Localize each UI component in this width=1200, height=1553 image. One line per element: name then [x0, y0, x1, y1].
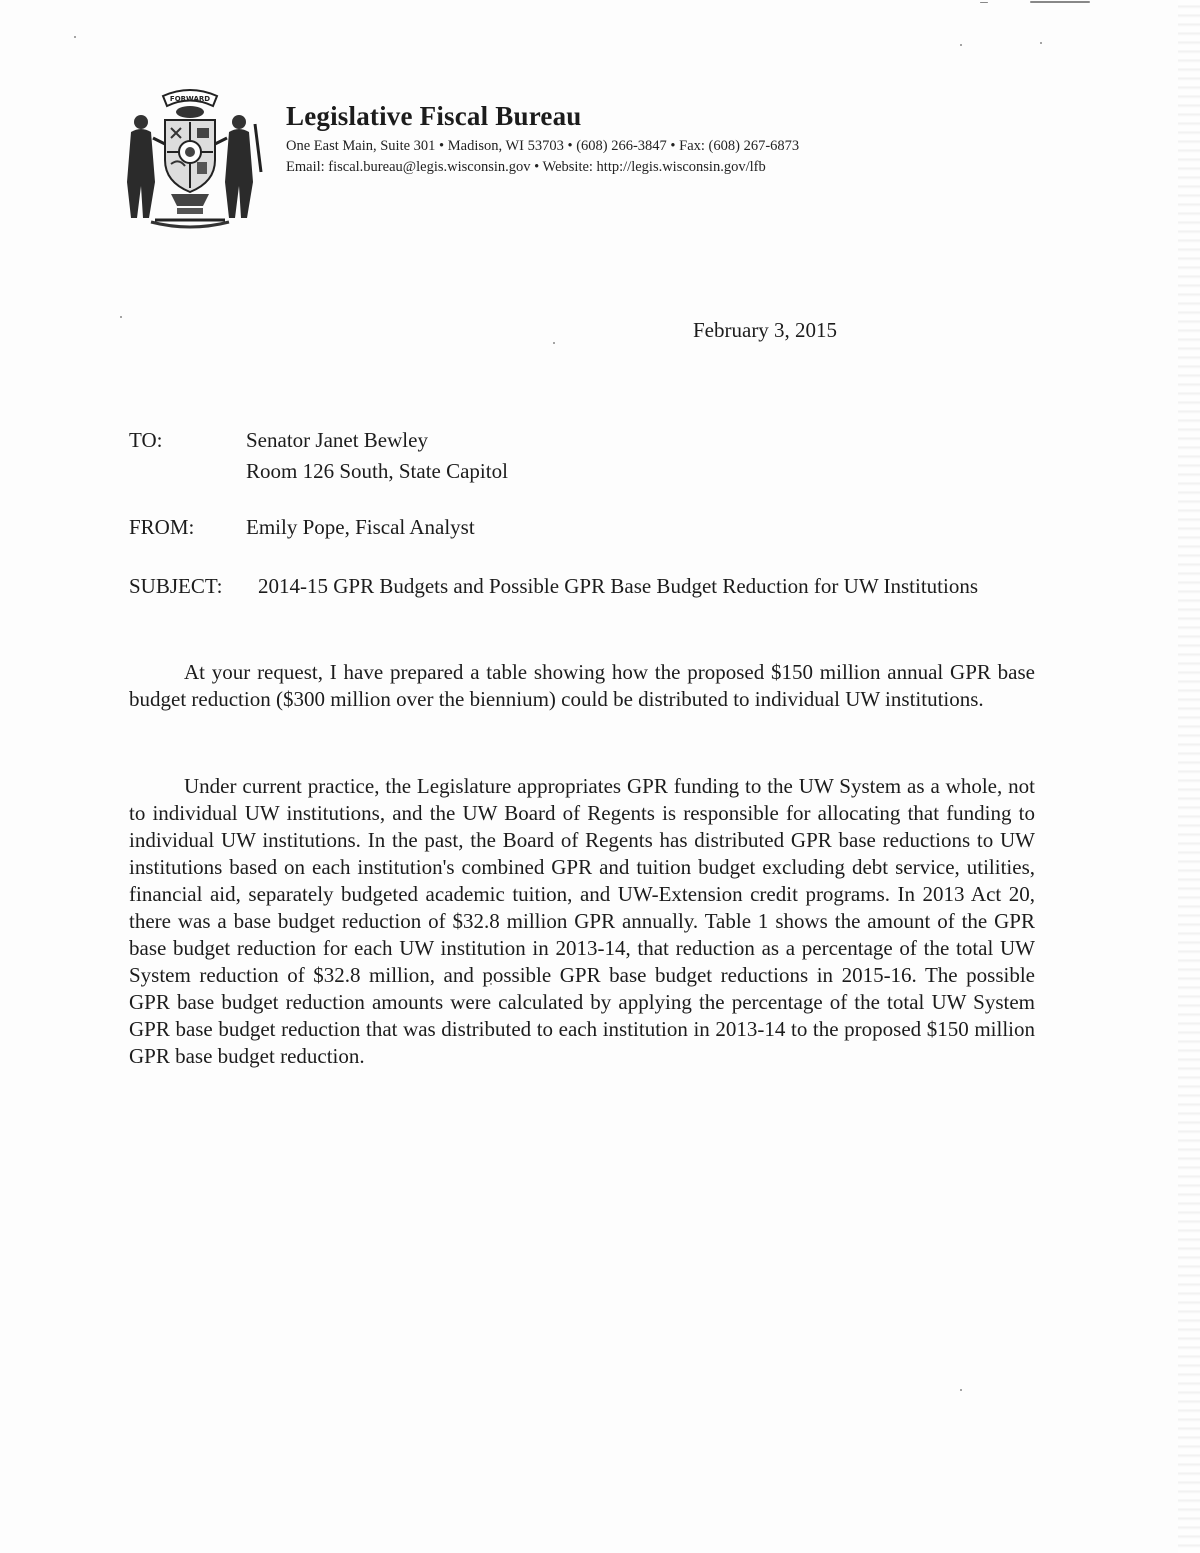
organization-name: Legislative Fiscal Bureau: [286, 101, 582, 131]
scan-speck: [553, 342, 555, 344]
organization-contact: Email: fiscal.bureau@legis.wisconsin.gov • Website: http://legis.wisconsin.gov/lfb: [286, 159, 766, 175]
memo-date: February 3, 2015: [693, 318, 838, 342]
scan-speck: [74, 36, 76, 38]
scan-speck: [960, 44, 962, 46]
scan-speck: [980, 2, 988, 3]
scan-speck: [120, 316, 122, 318]
seal-motto: FORWARD: [169, 95, 211, 103]
scan-edge-artifact: [1178, 0, 1200, 1553]
scan-speck: [960, 1389, 962, 1391]
recipient-address: Room 126 South, State Capitol: [246, 459, 508, 483]
recipient-name: Senator Janet Bewley: [246, 428, 428, 452]
state-seal-logo: [115, 82, 265, 232]
subject-label: SUBJECT:: [129, 574, 223, 598]
body-paragraph: At your request, I have prepared a table showing how the proposed $150 million annual GPR base budget reduction ($300 million over the biennium) could be distributed to individual UW institutions.: [129, 660, 1035, 711]
body-paragraph: Under current practice, the Legislature appropriates GPR funding to the UW System as a whole, not to individual UW institutions, and the UW Board of Regents is responsible for allocating that funding to individual UW institutions. In the past, the Board of Regents has distributed GPR base reductions to UW institutions based on each institution's combined GPR and tuition budget excluding debt service, utilities, financial aid, separately budgeted academic tuition, and UW-Extension credit programs. In 2013 Act 20, there was a base budget reduction of $32.8 million GPR annually. Table 1 shows the amount of the GPR base budget reduction for each UW institution in 2013-14, that reduction as a percentage of the total UW System reduction of $32.8 million, and possible GPR base budget reductions in 2015-16. The possible GPR base budget reduction amounts were calculated by applying the percentage of the total UW System GPR base budget reduction that was distributed to each institution in 2013-14 to the proposed $150 million GPR base budget reduction.: [129, 774, 1035, 1068]
scan-speck: [1030, 1, 1090, 3]
to-label: TO:: [129, 428, 163, 452]
subject-line: 2014-15 GPR Budgets and Possible GPR Base Budget Reduction for UW Institutions: [258, 574, 979, 598]
scan-speck: [1040, 42, 1042, 44]
sender-name: Emily Pope, Fiscal Analyst: [246, 515, 475, 539]
from-label: FROM:: [129, 515, 195, 539]
organization-address: One East Main, Suite 301 • Madison, WI 53703 • (608) 266-3847 • Fax: (608) 267-6873: [286, 138, 800, 154]
